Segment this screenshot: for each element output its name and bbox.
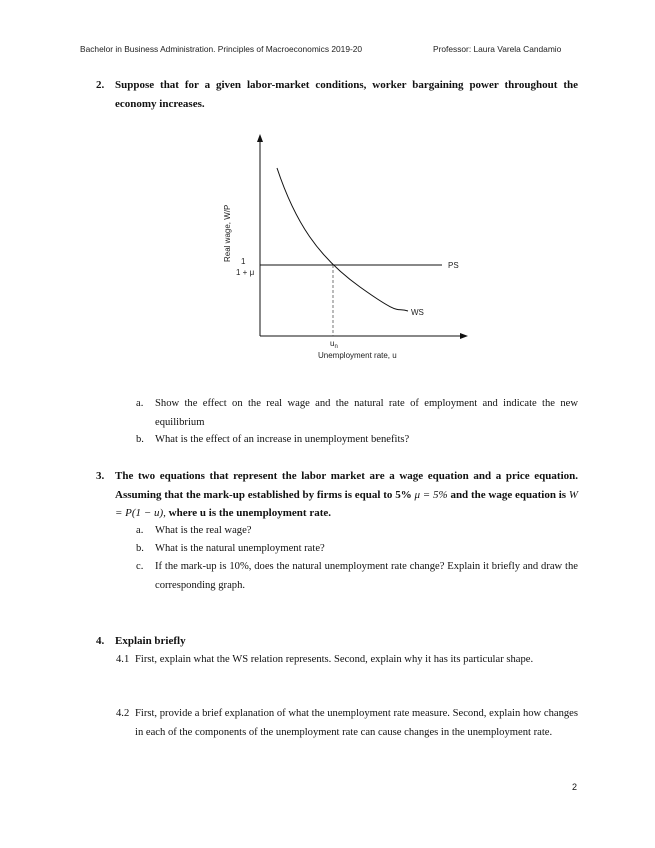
level-mu-label: 1 + μ xyxy=(236,268,255,277)
item-text: What is the real wage? xyxy=(155,525,252,536)
item-text: If the mark-up is 10%, does the natural unemployment rate change? Explain it briefly and draw the corresponding graph. xyxy=(155,561,578,591)
q4-item-2 xyxy=(116,705,578,742)
course-title: Bachelor in Business Administration. Principles of Macroeconomics 2019-20 xyxy=(80,44,363,54)
y-axis-arrow xyxy=(257,134,263,142)
question-number: 2. xyxy=(96,79,105,91)
question-3 xyxy=(96,467,578,523)
question-number: 3. xyxy=(96,470,105,482)
q2-item-a xyxy=(136,395,578,432)
item-text: What is the natural unemployment rate? xyxy=(155,543,325,554)
ws-label: WS xyxy=(411,308,424,317)
professor-name: Professor: Laura Varela Candamio xyxy=(433,44,562,54)
page-number: 2 xyxy=(572,782,578,792)
q3-text-part1: The two equations that represent the labor market are a wage equation and a price equation. Assuming that the mark-up established by firms is equal to 5% xyxy=(115,470,578,501)
question-text: Suppose that for a given labor-market conditions, worker bargaining power throughout the economy increases. xyxy=(115,79,578,110)
item-text: First, explain what the WS relation represents. Second, explain why it has its particular shape. xyxy=(135,654,534,665)
mu-equation: μ = 5% xyxy=(414,488,448,501)
q3-item-c xyxy=(136,558,578,595)
wage-equation: W = P(1 − u), xyxy=(115,488,579,519)
item-label: b. xyxy=(136,434,144,445)
ps-label: PS xyxy=(448,261,459,270)
question-4 xyxy=(96,632,578,651)
q2-item-b xyxy=(136,431,578,450)
question-number: 4. xyxy=(96,635,105,647)
un-tick-main: u xyxy=(330,339,335,348)
item-label: c. xyxy=(136,561,144,572)
item-text: Show the effect on the real wage and the natural rate of employment and indicate the new equilibrium xyxy=(155,398,578,428)
q3-text-part2: and the wage equation is xyxy=(450,488,567,501)
level-one-label: 1 xyxy=(241,257,246,266)
graph-svg xyxy=(210,132,480,372)
q3-item-b xyxy=(136,540,578,559)
un-tick-sub: n xyxy=(334,344,338,350)
question-2 xyxy=(96,76,578,113)
ws-ps-graph xyxy=(210,132,480,372)
x-axis-arrow xyxy=(460,333,468,339)
q3-text-part3: where u is the unemployment rate. xyxy=(168,507,331,519)
q4-item-1 xyxy=(116,651,578,670)
un-tick-label xyxy=(330,339,338,350)
item-text: What is the effect of an increase in unemployment benefits? xyxy=(155,434,410,445)
ws-curve xyxy=(277,168,408,311)
item-label: a. xyxy=(136,398,144,409)
item-text: First, provide a brief explanation of what the unemployment rate measure. Second, explain how changes in each of the components of the unemployment rate can cause changes in the unemployment rate. xyxy=(135,708,578,738)
y-axis-label: Real wage, W/P xyxy=(223,204,232,262)
item-label: 4.1 xyxy=(116,654,130,665)
item-label: 4.2 xyxy=(116,708,130,719)
question-title: Explain briefly xyxy=(115,635,186,647)
q3-item-a xyxy=(136,522,578,541)
x-axis-label: Unemployment rate, u xyxy=(318,351,397,360)
item-label: b. xyxy=(136,543,144,554)
item-label: a. xyxy=(136,525,144,536)
question-text xyxy=(115,467,578,523)
